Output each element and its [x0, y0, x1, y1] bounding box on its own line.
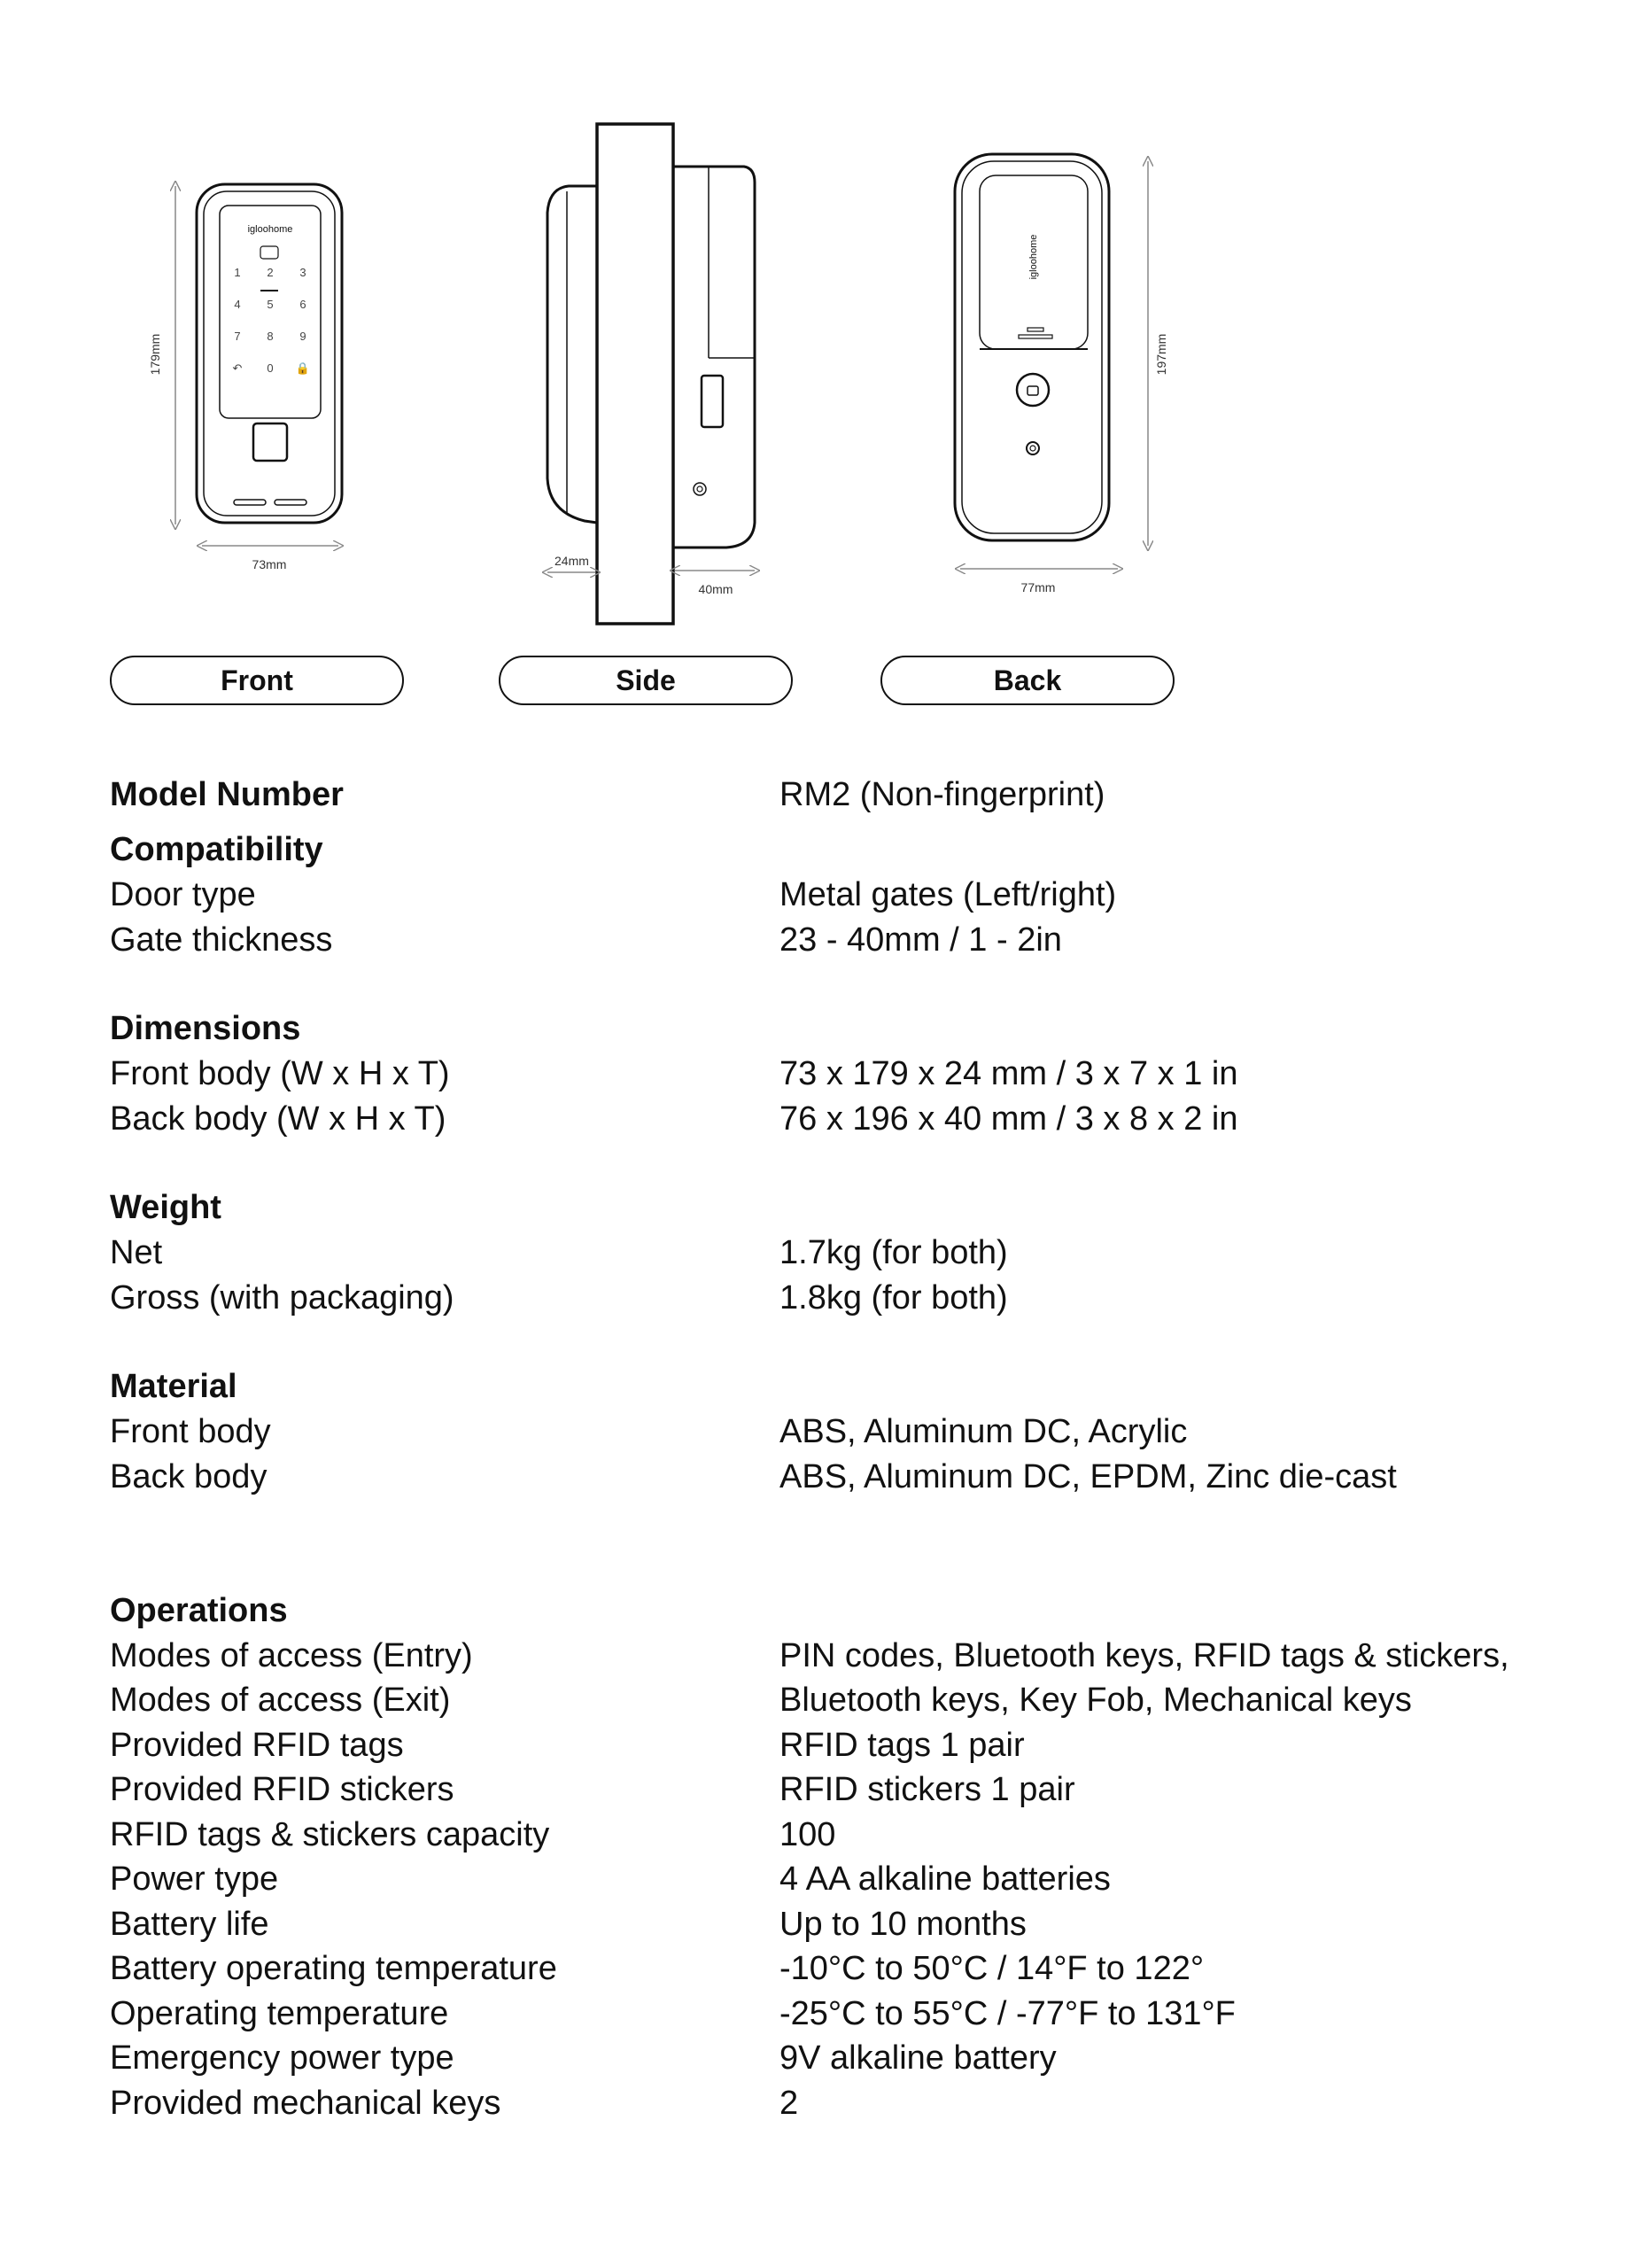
spec-label: Provided RFID stickers — [110, 1771, 454, 1809]
spec-value: -25°C to 55°C / -77°F to 131°F — [779, 1994, 1236, 2032]
keypad-key: 5 — [267, 298, 274, 311]
back-view-drawing — [955, 154, 1109, 540]
spec-label: Operating temperature — [110, 1994, 449, 2032]
back-width-label: 77mm — [1020, 580, 1056, 594]
spec-value: 2 — [779, 2084, 799, 2122]
material-heading: Material — [110, 1368, 237, 1406]
spec-label: RFID tags & stickers capacity — [110, 1815, 550, 1853]
spec-value: 1.7kg (for both) — [779, 1234, 1008, 1272]
spec-label: Battery operating temperature — [110, 1950, 557, 1988]
operations-heading: Operations — [110, 1591, 288, 1629]
spec-value: 1.8kg (for both) — [779, 1278, 1008, 1317]
side-back-thickness-label: 40mm — [698, 582, 733, 596]
spec-label: Back body — [110, 1457, 268, 1495]
model-number-label: Model Number — [110, 776, 344, 814]
spec-value: ABS, Aluminum DC, Acrylic — [779, 1413, 1188, 1451]
spec-row — [110, 1455, 1563, 1500]
spec-label: Emergency power type — [110, 2039, 454, 2078]
spec-table — [110, 773, 1563, 2125]
spec-label: Gate thickness — [110, 920, 333, 959]
spec-value: Metal gates (Left/right) — [779, 876, 1117, 914]
spec-row — [110, 1410, 1563, 1455]
keypad-key: 8 — [267, 330, 274, 343]
spec-value: ABS, Aluminum DC, EPDM, Zinc die-cast — [779, 1457, 1397, 1495]
lock-drawings — [0, 0, 1644, 709]
keypad-key: 1 — [234, 266, 241, 279]
spec-row — [110, 2081, 1563, 2126]
front-keypad — [233, 266, 311, 375]
spec-value: Up to 10 months — [779, 1905, 1027, 1943]
keypad-key: ↶ — [232, 361, 243, 375]
spec-row — [110, 918, 1563, 963]
keypad-key: 0 — [267, 361, 274, 375]
spec-value: 9V alkaline battery — [779, 2039, 1057, 2078]
spec-value: RFID stickers 1 pair — [779, 1771, 1075, 1809]
front-brand-text: igloohome — [247, 224, 293, 235]
spec-value: Bluetooth keys, Key Fob, Mechanical keys — [779, 1682, 1412, 1720]
spec-row — [110, 1767, 1563, 1813]
spec-label: Door type — [110, 876, 256, 914]
product-diagrams — [0, 0, 1644, 709]
spec-row — [110, 1902, 1563, 1947]
back-brand-text: igloohome — [1028, 234, 1039, 280]
back-view-button[interactable]: Back — [880, 656, 1175, 705]
side-view-drawing — [547, 124, 755, 624]
keypad-key: 3 — [299, 266, 306, 279]
front-width-label: 73mm — [252, 557, 287, 571]
spec-row — [110, 873, 1563, 918]
spec-row — [110, 2036, 1563, 2081]
spec-row — [110, 1992, 1563, 2037]
keypad-key: 🔒 — [295, 361, 311, 375]
spec-row — [110, 1723, 1563, 1768]
spec-row — [110, 1678, 1563, 1723]
spec-value: PIN codes, Bluetooth keys, RFID tags & stickers, — [779, 1636, 1509, 1674]
spec-row — [110, 1052, 1563, 1097]
keypad-key: 2 — [267, 266, 274, 279]
side-front-thickness-label: 24mm — [554, 554, 589, 568]
spec-value: 4 AA alkaline batteries — [779, 1860, 1111, 1899]
spec-label: Battery life — [110, 1905, 269, 1943]
spec-row — [110, 1857, 1563, 1902]
spec-value: 73 x 179 x 24 mm / 3 x 7 x 1 in — [779, 1055, 1238, 1093]
spec-label: Power type — [110, 1860, 279, 1899]
spec-row — [110, 1276, 1563, 1321]
spec-value: 76 x 196 x 40 mm / 3 x 8 x 2 in — [779, 1099, 1238, 1138]
spec-label: Provided mechanical keys — [110, 2084, 501, 2122]
spec-label: Net — [110, 1234, 163, 1272]
spec-row-model — [110, 773, 1563, 818]
spec-row — [110, 1946, 1563, 1992]
spec-value: 100 — [779, 1815, 836, 1853]
keypad-key: 4 — [234, 298, 241, 311]
spec-label: Back body (W x H x T) — [110, 1099, 446, 1138]
spec-label: Modes of access (Exit) — [110, 1682, 451, 1720]
front-view-button[interactable]: Front — [110, 656, 404, 705]
keypad-key: 7 — [234, 330, 241, 343]
spec-label: Provided RFID tags — [110, 1726, 404, 1764]
spec-row — [110, 1634, 1563, 1679]
model-number-value: RM2 (Non-fingerprint) — [779, 776, 1105, 814]
spec-value: RFID tags 1 pair — [779, 1726, 1025, 1764]
keypad-key: 9 — [299, 330, 306, 343]
compatibility-heading: Compatibility — [110, 831, 323, 869]
back-height-label: 197mm — [1154, 333, 1168, 376]
spec-label: Gross (with packaging) — [110, 1278, 454, 1317]
spec-label: Modes of access (Entry) — [110, 1636, 473, 1674]
side-view-button[interactable]: Side — [499, 656, 793, 705]
front-height-label: 179mm — [148, 333, 162, 376]
spec-value: -10°C to 50°C / 14°F to 122° — [779, 1950, 1205, 1988]
spec-row — [110, 1097, 1563, 1142]
spec-value: 23 - 40mm / 1 - 2in — [779, 920, 1062, 959]
front-view-drawing — [197, 184, 342, 523]
weight-heading: Weight — [110, 1189, 221, 1227]
dimensions-heading: Dimensions — [110, 1010, 301, 1048]
spec-row — [110, 1813, 1563, 1858]
spec-row — [110, 1231, 1563, 1276]
keypad-key: 6 — [299, 298, 306, 311]
spec-label: Front body — [110, 1413, 271, 1451]
spec-label: Front body (W x H x T) — [110, 1055, 450, 1093]
